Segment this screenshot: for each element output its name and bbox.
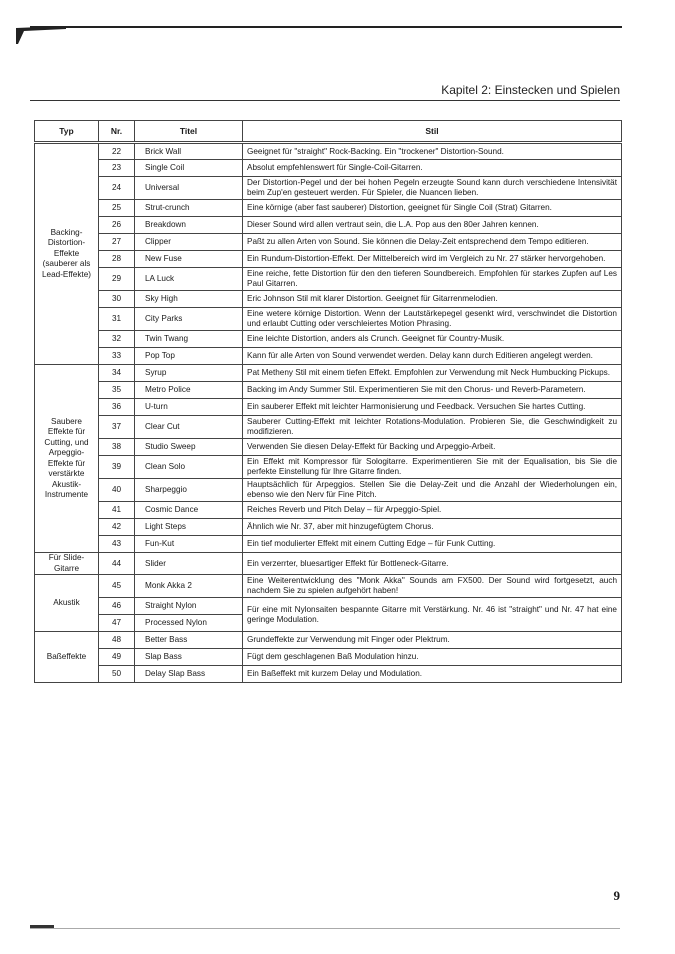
cell-style: Ein sauberer Effekt mit leichter Harmonisierung und Feedback. Versuchen Sie hartes Cutting.: [243, 399, 622, 416]
table-row: [35, 251, 622, 268]
cell-style: Eine leichte Distortion, anders als Crunch. Geeignet für Country-Musik.: [243, 331, 622, 348]
cell-style: Eine wetere körnige Distortion. Wenn der Lautstärkepegel gesenkt wird, verschwindet die Distortion und erlaubt Cutting oder verschleiertes Motion Phrasing.: [243, 308, 622, 331]
cell-style: Backing im Andy Summer Stil. Experimentieren Sie mit den Chorus- und Reverb-Parametern.: [243, 382, 622, 399]
cell-style: Ein tief modulierter Effekt mit einem Cutting Edge – für Funk Cutting.: [243, 536, 622, 553]
cell-title: Light Steps: [135, 519, 243, 536]
table-row: [35, 502, 622, 519]
effects-table-container: [34, 120, 621, 683]
cell-nr: 45: [99, 575, 135, 598]
column-header-titel: Titel: [135, 121, 243, 143]
effects-table: [34, 120, 622, 683]
table-row: [35, 177, 622, 200]
table-row: [35, 308, 622, 331]
table-row: [35, 200, 622, 217]
cell-nr: 25: [99, 200, 135, 217]
cell-title: Delay Slap Bass: [135, 666, 243, 683]
table-row: [35, 331, 622, 348]
cell-title: LA Luck: [135, 268, 243, 291]
cell-style: Paßt zu allen Arten von Sound. Sie können die Delay-Zeit entsprechend dem Tempo editieren.: [243, 234, 622, 251]
cell-title: Sharpeggio: [135, 479, 243, 502]
cell-style: Für eine mit Nylonsaiten bespannte Gitarre mit Verstärkung. Nr. 46 ist "straight" und Nr. 47 hat eine geringe Modulation.: [243, 598, 622, 632]
cell-style: Verwenden Sie diesen Delay-Effekt für Backing und Arpeggio-Arbeit.: [243, 439, 622, 456]
cell-nr: 44: [99, 553, 135, 575]
cell-title: Breakdown: [135, 217, 243, 234]
column-header-nr: Nr.: [99, 121, 135, 143]
cell-nr: 26: [99, 217, 135, 234]
cell-style: Ein Rundum-Distortion-Effekt. Der Mittelbereich wird im Vergleich zu Nr. 27 stärker hervorgehoben.: [243, 251, 622, 268]
table-row: [35, 217, 622, 234]
cell-title: Clean Solo: [135, 456, 243, 479]
cell-nr: 29: [99, 268, 135, 291]
table-row: [35, 382, 622, 399]
cell-style: Kann für alle Arten von Sound verwendet werden. Delay kann durch Editieren angelegt werden.: [243, 348, 622, 365]
cell-title: Single Coil: [135, 160, 243, 177]
cell-title: City Parks: [135, 308, 243, 331]
cell-style: Pat Metheny Stil mit einem tiefen Effekt. Empfohlen zur Verwendung mit Neck Humbucking Pickups.: [243, 365, 622, 382]
cell-nr: 39: [99, 456, 135, 479]
table-row: [35, 234, 622, 251]
table-row: [35, 553, 622, 575]
table-row: [35, 439, 622, 456]
cell-style: Sauberer Cutting-Effekt mit leichter Rotations-Modulation. Probieren Sie, die Geschwindigkeit zu modifizieren.: [243, 416, 622, 439]
cell-title: Monk Akka 2: [135, 575, 243, 598]
column-header-typ: Typ: [35, 121, 99, 143]
cell-style: Ähnlich wie Nr. 37, aber mit hinzugefügtem Chorus.: [243, 519, 622, 536]
cell-style: Grundeffekte zur Verwendung mit Finger oder Plektrum.: [243, 632, 622, 649]
table-row: [35, 291, 622, 308]
table-row: [35, 479, 622, 502]
cell-nr: 27: [99, 234, 135, 251]
top-rule: [30, 26, 622, 28]
cell-nr: 49: [99, 649, 135, 666]
cell-title: Clipper: [135, 234, 243, 251]
table-row: [35, 365, 622, 382]
table-header-row: [35, 121, 622, 143]
cell-nr: 24: [99, 177, 135, 200]
cell-title: Studio Sweep: [135, 439, 243, 456]
cell-style: Hauptsächlich für Arpeggios. Stellen Sie die Delay-Zeit und die Anzahl der Wiederholungen ein, ebenso wie den Nerv für Fine Pitch.: [243, 479, 622, 502]
cell-style: Fügt dem geschlagenen Baß Modulation hinzu.: [243, 649, 622, 666]
cell-title: Slider: [135, 553, 243, 575]
table-body: [35, 143, 622, 683]
cell-style: Eine reiche, fette Distortion für den den tieferen Soundbereich. Empfohlen für starkes Zupfen auf Les Paul Gitarren.: [243, 268, 622, 291]
table-row: [35, 348, 622, 365]
cell-style: Eine körnige (aber fast sauberer) Distortion, geeignet für Single Coil (Strat) Gitarren.: [243, 200, 622, 217]
cell-nr: 23: [99, 160, 135, 177]
cell-style: Absolut empfehlenswert für Single-Coil-Gitarren.: [243, 160, 622, 177]
cell-nr: 47: [99, 615, 135, 632]
cell-title: Cosmic Dance: [135, 502, 243, 519]
cell-nr: 50: [99, 666, 135, 683]
cell-type: Saubere Effekte für Cutting, und Arpeggio- Effekte für verstärkte Akustik- Instrumente: [35, 365, 99, 553]
cell-title: U-turn: [135, 399, 243, 416]
cell-type: Baßeffekte: [35, 632, 99, 683]
cell-nr: 28: [99, 251, 135, 268]
cell-title: Clear Cut: [135, 416, 243, 439]
chapter-rule: [30, 100, 620, 101]
page-number: 9: [613, 888, 620, 903]
cell-title: Processed Nylon: [135, 615, 243, 632]
cell-title: New Fuse: [135, 251, 243, 268]
cell-nr: 22: [99, 143, 135, 160]
cell-title: Universal: [135, 177, 243, 200]
cell-title: Metro Police: [135, 382, 243, 399]
bottom-rule: [30, 928, 620, 929]
cell-nr: 34: [99, 365, 135, 382]
cell-nr: 37: [99, 416, 135, 439]
cell-title: Pop Top: [135, 348, 243, 365]
cell-style: Reiches Reverb und Pitch Delay – für Arpeggio-Spiel.: [243, 502, 622, 519]
cell-title: Syrup: [135, 365, 243, 382]
table-row: [35, 456, 622, 479]
cell-style: Dieser Sound wird allen vertraut sein, die L.A. Pop aus den 80er Jahren kennen.: [243, 217, 622, 234]
cell-nr: 43: [99, 536, 135, 553]
cell-style: Eric Johnson Stil mit klarer Distortion. Geeignet für Gitarrenmelodien.: [243, 291, 622, 308]
cell-nr: 35: [99, 382, 135, 399]
cell-style: Ein Baßeffekt mit kurzem Delay und Modulation.: [243, 666, 622, 683]
table-row: [35, 416, 622, 439]
table-row: [35, 598, 622, 615]
cell-title: Strut-crunch: [135, 200, 243, 217]
cell-style: Geeignet für "straight" Rock-Backing. Ein "trockener" Distortion-Sound.: [243, 143, 622, 160]
table-row: [35, 143, 622, 160]
cell-nr: 46: [99, 598, 135, 615]
table-row: [35, 632, 622, 649]
cell-title: Better Bass: [135, 632, 243, 649]
table-row: [35, 160, 622, 177]
cell-style: Ein Effekt mit Kompressor für Sologitarre. Experimentieren Sie mit der Equalisation, bis Sie die perfekte Einstellung für Ihre Gitarre finden.: [243, 456, 622, 479]
table-row: [35, 649, 622, 666]
cell-type: Backing- Distortion- Effekte (sauberer als Lead-Effekte): [35, 143, 99, 365]
cell-type: Akustik: [35, 575, 99, 632]
cell-nr: 31: [99, 308, 135, 331]
cell-nr: 38: [99, 439, 135, 456]
cell-title: Sky High: [135, 291, 243, 308]
cell-type: Für Slide- Gitarre: [35, 553, 99, 575]
cell-nr: 30: [99, 291, 135, 308]
cell-style: Ein verzerrter, bluesartiger Effekt für Bottleneck-Gitarre.: [243, 553, 622, 575]
cell-nr: 42: [99, 519, 135, 536]
cell-title: Straight Nylon: [135, 598, 243, 615]
cell-nr: 41: [99, 502, 135, 519]
cell-title: Brick Wall: [135, 143, 243, 160]
cell-title: Slap Bass: [135, 649, 243, 666]
table-row: [35, 536, 622, 553]
table-row: [35, 268, 622, 291]
column-header-stil: Stil: [243, 121, 622, 143]
cell-style: Der Distortion-Pegel und der bei hohen Pegeln erzeugte Sound kann durch verschiedene Intensivität beim Zup'en gesteuert werden. Für Spieler, die Nuancen lieben.: [243, 177, 622, 200]
cell-title: Twin Twang: [135, 331, 243, 348]
table-row: [35, 399, 622, 416]
table-row: [35, 519, 622, 536]
chapter-header: Kapitel 2: Einstecken und Spielen: [441, 83, 620, 97]
cell-nr: 40: [99, 479, 135, 502]
cell-nr: 36: [99, 399, 135, 416]
cell-style: Eine Weiterentwicklung des "Monk Akka" Sounds am FX500. Der Sound wird fortgesetzt, auch nachdem Sie zu spielen aufgehört haben!: [243, 575, 622, 598]
table-row: [35, 666, 622, 683]
table-row: [35, 575, 622, 598]
cell-nr: 32: [99, 331, 135, 348]
cell-nr: 48: [99, 632, 135, 649]
cell-nr: 33: [99, 348, 135, 365]
cell-title: Fun-Kut: [135, 536, 243, 553]
